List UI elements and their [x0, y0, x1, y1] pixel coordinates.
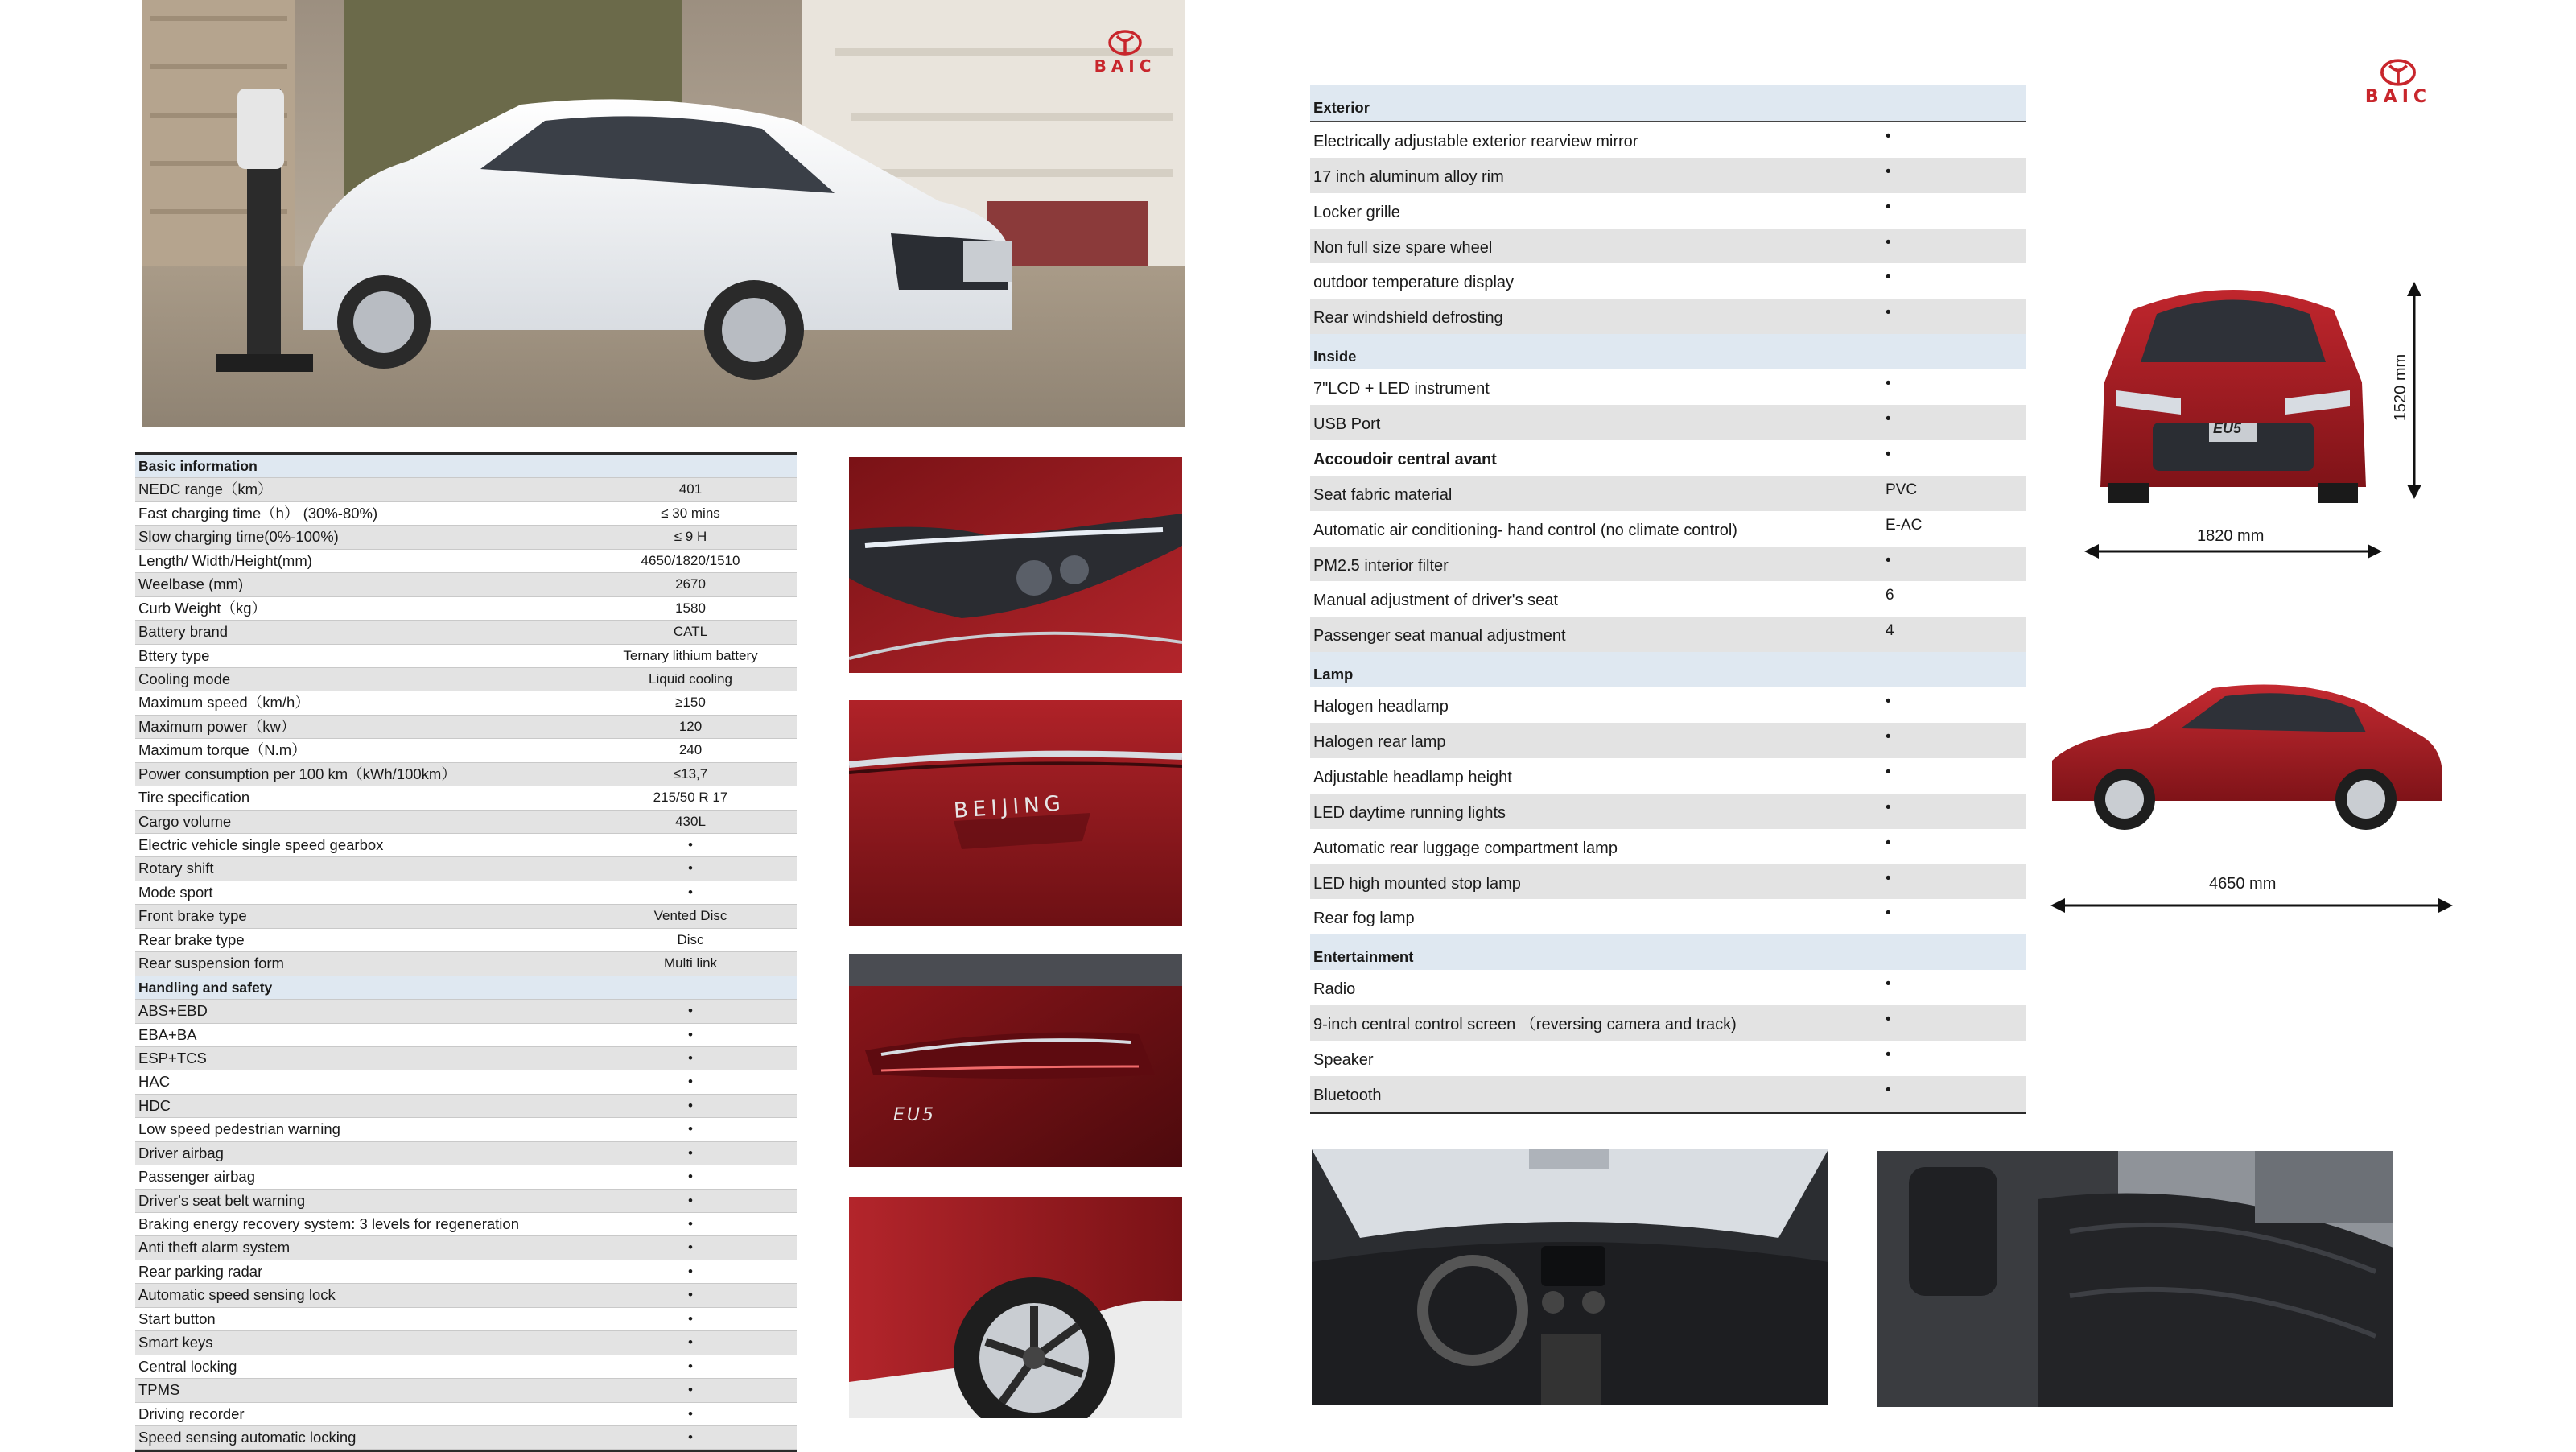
spec-value: • [1886, 445, 1891, 463]
spec-label: PM2.5 interior filter [1313, 556, 1449, 575]
basic-info-rows [135, 478, 797, 976]
spec-label: Rear fog lamp [1313, 910, 1415, 928]
spec-value: • [688, 1003, 693, 1019]
spec-row-adjustable-headlamp-height [1310, 758, 2026, 794]
spec-label: Seat fabric material [1313, 485, 1453, 504]
spec-row-rotary-shift [135, 857, 797, 881]
spec-label: EBA+BA [138, 1025, 197, 1043]
spec-row-accoudoir-central-avant [1310, 440, 2026, 476]
spec-value: • [1886, 905, 1891, 922]
spec-label: Automatic rear luggage compartment lamp [1313, 839, 1618, 857]
basic-info-table [135, 452, 797, 1452]
spec-label: Electrically adjustable exterior rearview mirror [1313, 132, 1638, 151]
spec-label: Electric vehicle single speed gearbox [138, 836, 384, 853]
spec-row-front-brake-type [135, 905, 797, 928]
safety-rows [135, 1000, 797, 1450]
spec-label: Cargo volume [138, 812, 232, 830]
spec-value: 240 [678, 742, 703, 758]
spec-row-driver-airbag [135, 1142, 797, 1165]
spec-label: Adjustable headlamp height [1313, 768, 1512, 786]
spec-value: • [688, 884, 693, 900]
table-bottom-rule [1310, 1112, 2026, 1114]
spec-row-usb-port [1310, 405, 2026, 440]
section-title: Basic information [138, 458, 258, 474]
front-view-car-photo [2084, 278, 2382, 503]
spec-row-cooling-mode [135, 668, 797, 691]
spec-row-abs-ebd [135, 1000, 797, 1023]
spec-value: • [688, 1382, 693, 1398]
spec-label: Smart keys [138, 1334, 213, 1351]
exterior-rows [1310, 122, 2026, 334]
spec-row-radio [1310, 970, 2026, 1005]
equipment-table [1310, 85, 2026, 1114]
spec-row-low-speed-pedestrian-warning [135, 1118, 797, 1141]
spec-row-automatic-air-conditioning-hand-control- [1310, 511, 2026, 547]
spec-label: Rear windshield defrosting [1313, 309, 1503, 328]
spec-value: • [1886, 834, 1891, 852]
spec-row-speaker [1310, 1041, 2026, 1076]
section-title: Inside [1313, 348, 1357, 365]
spec-row-passenger-airbag [135, 1165, 797, 1189]
spec-value: • [688, 1050, 693, 1066]
spec-label: Passenger airbag [138, 1168, 256, 1186]
spec-label: Accoudoir central avant [1313, 450, 1497, 468]
spec-value: • [688, 1429, 693, 1445]
spec-row-9-inch-central-control-screen-reversing- [1310, 1005, 2026, 1041]
spec-row-led-daytime-running-lights [1310, 794, 2026, 829]
spec-value: • [1886, 304, 1891, 322]
spec-row-braking-energy-recovery-system-3-levels- [135, 1213, 797, 1236]
spec-label: NEDC range（km） [138, 481, 273, 498]
spec-value: • [1886, 1046, 1891, 1064]
side-view-car-photo [2044, 672, 2446, 833]
spec-value: • [688, 1169, 693, 1185]
spec-row-battery-brand [135, 621, 797, 644]
spec-row-mode-sport [135, 881, 797, 905]
spec-row-pm2-5-interior-filter [1310, 547, 2026, 582]
spec-value: • [688, 1310, 693, 1326]
spec-row-seat-fabric-material [1310, 476, 2026, 511]
spec-value: Liquid cooling [649, 670, 732, 687]
spec-label: LED daytime running lights [1313, 803, 1506, 822]
spec-label: outdoor temperature display [1313, 274, 1515, 292]
spec-value: • [1886, 798, 1891, 816]
spec-value: 401 [678, 481, 703, 497]
spec-value: • [688, 837, 693, 852]
beijing-script: BEIJING [953, 791, 1066, 823]
spec-label: Maximum torque（N.m） [138, 741, 307, 759]
spec-label: TPMS [138, 1381, 180, 1399]
spec-value: CATL [673, 624, 708, 640]
spec-value: 4650/1820/1510 [641, 552, 740, 568]
spec-row-central-locking [135, 1355, 797, 1379]
spec-label: Locker grille [1313, 203, 1400, 221]
spec-row-rear-brake-type [135, 929, 797, 952]
spec-label: Curb Weight（kg） [138, 599, 267, 617]
spec-row-curb-weight-kg [135, 597, 797, 621]
length-dimension-label: 4650 mm [2209, 875, 2277, 893]
width-dimension-label: 1820 mm [2197, 527, 2265, 545]
spec-row-driver-s-seat-belt-warning [135, 1190, 797, 1213]
length-dimension-arrow [2050, 895, 2453, 916]
spec-value: ≤ 30 mins [661, 505, 720, 521]
wheel-detail-photo [849, 1197, 1182, 1418]
front-view-eu5-badge: EU5 [2213, 420, 2242, 436]
headlight-detail-photo [849, 457, 1182, 673]
baic-emblem-icon [2379, 58, 2417, 87]
spec-label: Maximum speed（km/h） [138, 694, 310, 712]
spec-row-halogen-rear-lamp [1310, 723, 2026, 758]
taillight-detail-photo [849, 954, 1182, 1167]
spec-value: 2670 [675, 576, 706, 592]
inside-rows [1310, 369, 2026, 652]
spec-row-maximum-speed-km-h [135, 691, 797, 715]
spec-label: Halogen headlamp [1313, 698, 1449, 716]
spec-row-halogen-headlamp [1310, 687, 2026, 723]
spec-row-tire-specification [135, 786, 797, 810]
spec-value: • [1886, 410, 1891, 428]
spec-row-smart-keys [135, 1331, 797, 1355]
spec-label: 7"LCD + LED instrument [1313, 380, 1490, 398]
spec-label: Length/ Width/Height(mm) [138, 551, 312, 569]
section-title: Entertainment [1313, 948, 1414, 966]
spec-row-eba-ba [135, 1024, 797, 1047]
spec-row-outdoor-temperature-display [1310, 263, 2026, 299]
spec-value: • [1886, 728, 1891, 746]
spec-label: Non full size spare wheel [1313, 238, 1493, 257]
baic-logo-page [2358, 58, 2438, 107]
spec-value: • [688, 1358, 693, 1374]
spec-row-anti-theft-alarm-system [135, 1236, 797, 1260]
section-title: Handling and safety [138, 979, 273, 996]
spec-row-rear-parking-radar [135, 1260, 797, 1284]
spec-label: Driver's seat belt warning [138, 1191, 306, 1209]
spec-row-length-width-height-mm [135, 550, 797, 573]
spec-value: • [688, 1074, 693, 1090]
spec-row-17-inch-aluminum-alloy-rim [1310, 158, 2026, 193]
section-header-handling-and-safety [135, 976, 797, 1000]
spec-label: 17 inch aluminum alloy rim [1313, 167, 1504, 186]
spec-row-bttery-type [135, 645, 797, 668]
spec-value: • [1886, 869, 1891, 887]
spec-value: • [688, 1026, 693, 1042]
spec-row-bluetooth [1310, 1076, 2026, 1112]
spec-row-power-consumption-per-100-km-kwh-100km [135, 763, 797, 786]
spec-row-7-lcd-led-instrument [1310, 369, 2026, 405]
spec-label: Speaker [1313, 1051, 1374, 1070]
spec-value: • [688, 1121, 693, 1137]
spec-label: Automatic speed sensing lock [138, 1286, 336, 1304]
spec-label: Maximum power（kw） [138, 717, 296, 735]
spec-label: Rear brake type [138, 930, 245, 948]
spec-row-weelbase-mm [135, 573, 797, 596]
spec-label: Driving recorder [138, 1405, 245, 1422]
spec-label: HAC [138, 1073, 171, 1091]
spec-row-automatic-rear-luggage-compartment-lamp [1310, 829, 2026, 864]
spec-row-maximum-torque-n-m [135, 739, 797, 762]
spec-label: Cooling mode [138, 670, 231, 687]
spec-value: • [688, 1240, 693, 1256]
spec-label: Bluetooth [1313, 1086, 1382, 1104]
spec-value: • [1886, 198, 1891, 216]
spec-value: ≤13,7 [673, 765, 708, 782]
baic-wordmark: BAIC [2364, 87, 2432, 107]
spec-value: Vented Disc [653, 908, 727, 924]
baic-logo-hero [1083, 29, 1167, 76]
spec-label: Mode sport [138, 883, 213, 901]
spec-row-start-button [135, 1308, 797, 1331]
spec-label: Bttery type [138, 646, 210, 664]
spec-value: • [688, 1216, 693, 1231]
spec-row-slow-charging-time-0-100 [135, 526, 797, 549]
spec-value: Disc [677, 931, 704, 947]
spec-value: • [1886, 127, 1891, 145]
spec-label: Radio [1313, 980, 1356, 999]
section-title: Lamp [1313, 666, 1354, 683]
spec-label: 9-inch central control screen （reversing camera and track) [1313, 1016, 1737, 1034]
spec-value: Ternary lithium battery [623, 647, 758, 663]
spec-row-maximum-power-kw [135, 716, 797, 739]
spec-value: • [1886, 163, 1891, 180]
spec-value: E-AC [1886, 516, 1923, 534]
baic-wordmark: BAIC [1094, 56, 1156, 76]
spec-row-electrically-adjustable-exterior-rearvie [1310, 122, 2026, 158]
section-header-exterior [1310, 85, 2026, 121]
spec-value: • [1886, 693, 1891, 711]
spec-label: Anti theft alarm system [138, 1239, 291, 1256]
spec-row-esp-tcs [135, 1047, 797, 1070]
spec-row-rear-fog-lamp [1310, 899, 2026, 934]
entertainment-rows [1310, 970, 2026, 1112]
spec-value: 4 [1886, 622, 1894, 640]
spec-label: HDC [138, 1096, 171, 1114]
spec-row-manual-adjustment-of-driver-s-seat [1310, 581, 2026, 617]
spec-value: • [1886, 551, 1891, 569]
section-header-entertainment [1310, 934, 2026, 970]
dashboard-interior-photo [1312, 1149, 1828, 1405]
spec-value: • [688, 860, 693, 877]
spec-label: Braking energy recovery system: 3 levels for regeneration [138, 1215, 519, 1232]
spec-value: • [1886, 1011, 1891, 1029]
spec-value: • [1886, 1081, 1891, 1099]
spec-label: Rotary shift [138, 860, 214, 877]
spec-value: 215/50 R 17 [653, 790, 728, 806]
spec-value: 120 [678, 718, 703, 734]
spec-label: Central locking [138, 1357, 237, 1375]
spec-row-tpms [135, 1379, 797, 1402]
spec-value: 1580 [675, 600, 706, 616]
section-header-inside [1310, 334, 2026, 369]
spec-value: 6 [1886, 587, 1894, 604]
spec-value: • [688, 1334, 693, 1351]
spec-label: Fast charging time（h） (30%-80%) [138, 504, 378, 522]
spec-label: Slow charging time(0%-100%) [138, 528, 339, 546]
spec-row-hdc [135, 1095, 797, 1118]
spec-value: • [688, 1145, 693, 1161]
spec-row-driving-recorder [135, 1403, 797, 1426]
spec-value: ≥150 [675, 695, 706, 711]
hero-car-photo [142, 0, 1185, 427]
section-title: Exterior [1313, 99, 1370, 116]
spec-value: • [688, 1287, 693, 1303]
spec-label: Low speed pedestrian warning [138, 1120, 340, 1138]
spec-value: • [688, 1405, 693, 1421]
spec-value: Multi link [663, 955, 718, 971]
spec-label: USB Port [1313, 415, 1381, 434]
spec-value: 430L [675, 813, 706, 829]
spec-label: LED high mounted stop lamp [1313, 874, 1521, 893]
spec-row-rear-windshield-defrosting [1310, 299, 2026, 334]
spec-row-locker-grille [1310, 193, 2026, 229]
spec-label: ABS+EBD [138, 1002, 208, 1020]
spec-row-fast-charging-time-h-30-80 [135, 502, 797, 526]
spec-row-speed-sensing-automatic-locking [135, 1426, 797, 1450]
spec-label: Power consumption per 100 km（kWh/100km） [138, 765, 456, 782]
spec-label: Passenger seat manual adjustment [1313, 627, 1566, 646]
spec-label: Start button [138, 1310, 216, 1327]
spec-label: Battery brand [138, 623, 229, 641]
spec-row-non-full-size-spare-wheel [1310, 229, 2026, 264]
spec-value: • [1886, 976, 1891, 993]
rear-seats-interior-photo [1877, 1151, 2393, 1407]
spec-row-rear-suspension-form [135, 952, 797, 976]
spec-label: ESP+TCS [138, 1049, 207, 1066]
spec-row-electric-vehicle-single-speed-gearbox [135, 834, 797, 857]
baic-emblem-icon [1107, 29, 1143, 56]
section-header-lamp [1310, 652, 2026, 687]
spec-row-hac [135, 1070, 797, 1094]
spec-row-nedc-range-km [135, 478, 797, 501]
spec-label: Front brake type [138, 907, 247, 925]
spec-row-led-high-mounted-stop-lamp [1310, 864, 2026, 900]
spec-row-passenger-seat-manual-adjustment [1310, 617, 2026, 652]
spec-label: Driver airbag [138, 1144, 224, 1161]
spec-value: • [688, 1263, 693, 1279]
spec-value: • [1886, 233, 1891, 251]
spec-value: PVC [1886, 481, 1918, 498]
eu5-badge-script: EU5 [893, 1105, 936, 1125]
spec-label: Weelbase (mm) [138, 575, 244, 593]
spec-value: • [688, 1192, 693, 1208]
spec-label: Speed sensing automatic locking [138, 1428, 357, 1446]
spec-label: Tire specification [138, 789, 250, 806]
spec-value: • [1886, 375, 1891, 393]
height-dimension-label: 1520 mm [2392, 353, 2410, 422]
spec-value: • [1886, 269, 1891, 287]
spec-label: Rear suspension form [138, 955, 284, 972]
spec-value: • [1886, 763, 1891, 781]
spec-label: Automatic air conditioning- hand control (no climate control) [1313, 521, 1737, 539]
section-header-basic-information [135, 452, 797, 478]
spec-label: Manual adjustment of driver's seat [1313, 592, 1558, 610]
spec-label: Rear parking radar [138, 1262, 263, 1280]
spec-row-cargo-volume [135, 811, 797, 834]
spec-label: Halogen rear lamp [1313, 733, 1446, 752]
spec-value: ≤ 9 H [674, 529, 707, 545]
spec-value: • [688, 1097, 693, 1113]
lamp-rows [1310, 687, 2026, 934]
spec-row-automatic-speed-sensing-lock [135, 1284, 797, 1307]
